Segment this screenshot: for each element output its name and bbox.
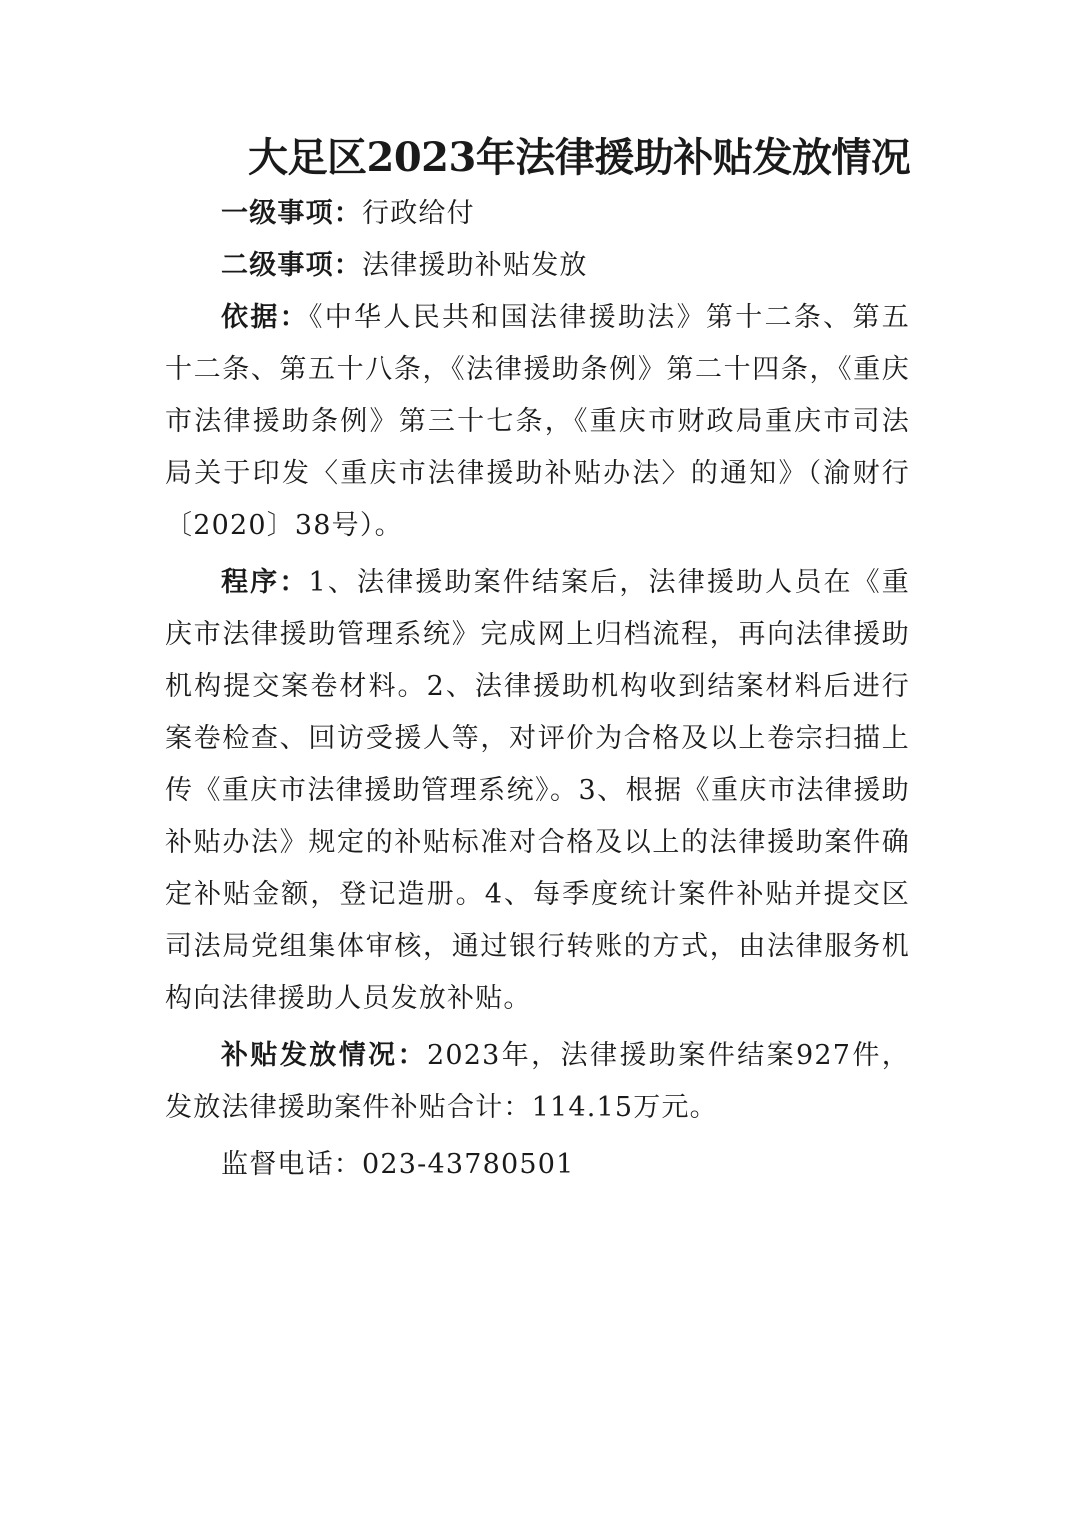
procedure-paragraph [165,557,910,1025]
basis-label: 依据： [221,302,309,333]
basis-value: 《中华人民共和国法律援助法》第十二条、第五十二条、第五十八条，《法律援助条例》第二十四条，《重庆市法律援助条例》第三十七条，《重庆市财政局重庆市司法局关于印发〈重庆市法律援助补贴办法〉的通知》（渝财行〔2020〕38号）。 [165,302,910,541]
level2-value: 法律援助补贴发放 [362,250,588,281]
hotline-label: 监督电话： [221,1149,362,1180]
subsidy-paragraph [165,1030,910,1134]
subsidy-value: 2023年，法律援助案件结案927件，发放法律援助案件补贴合计：114.15万元。 [165,1040,910,1123]
hotline-paragraph [165,1139,910,1191]
level2-item [165,240,910,292]
level1-label: 一级事项： [221,198,362,229]
document-title: 大足区2023年法律援助补贴发放情况 [248,134,911,181]
basis-paragraph [165,292,910,552]
document-body [165,188,910,1191]
level1-item [165,188,910,240]
procedure-label: 程序： [221,567,309,598]
subsidy-label: 补贴发放情况： [221,1040,427,1071]
procedure-value: 1、法律援助案件结案后，法律援助人员在《重庆市法律援助管理系统》完成网上归档流程，再向法律援助机构提交案卷材料。2、法律援助机构收到结案材料后进行案卷检查、回访受援人等，对评价为合格及以上卷宗扫描上传《重庆市法律援助管理系统》。3、根据《重庆市法律援助补贴办法》规定的补贴标准对合格及以上的法律援助案件确定补贴金额，登记造册。4、每季度统计案件补贴并提交区司法局党组集体审核，通过银行转账的方式，由法律服务机构向法律援助人员发放补贴。 [165,567,910,1014]
hotline-value: 023-43780501 [362,1149,575,1180]
level2-label: 二级事项： [221,250,362,281]
level1-value: 行政给付 [362,198,475,229]
